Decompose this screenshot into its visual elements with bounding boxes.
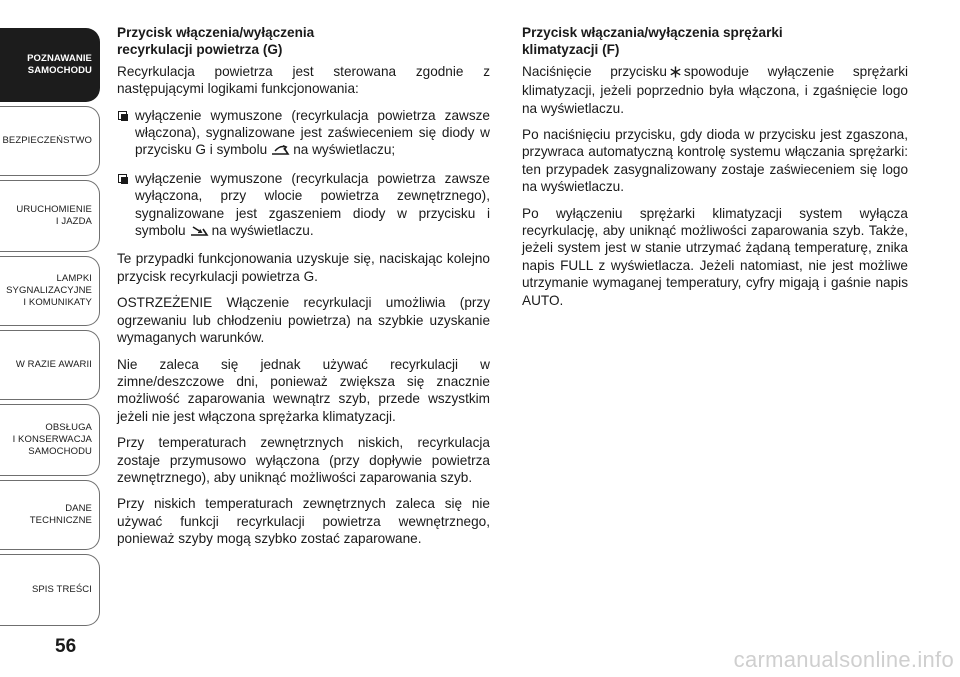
bullet-text-end: na wyświetlaczu; bbox=[293, 142, 396, 158]
paragraph-intro: Recyrkulacja powietrza jest sterowana zgodnie z następującymi logikami funkcjonowania: bbox=[117, 63, 490, 97]
bullet-text: wyłączenie wymuszone (recyrkulacja powietrza zawsze wyłączona, przy wlocie powietrza zewnętrznego), sygnalizowane jest zgaszeniem diody w przycisku i symbolu bbox=[135, 170, 490, 239]
bullet-text: wyłączenie wymuszone (recyrkulacja powietrza zawsze włączona), sygnalizowane jest zaświeceniem się diody w przycisku G i symbolu bbox=[135, 107, 490, 158]
section-heading-compressor: Przycisk włączania/wyłączenia sprężarki klimatyzacji (F) bbox=[522, 25, 783, 58]
paragraph bbox=[522, 63, 908, 117]
recirculation-icon bbox=[270, 143, 290, 160]
watermark: carmanualsonline.info bbox=[733, 647, 954, 672]
paragraph: Po naciśnięciu przycisku, gdy dioda w przycisku jest zgaszona, przywraca automatyczną kontrolę systemu włączania sprężarki: ten przypadek zasygnalizowany zostaje zaświeceniem się logo na wyświetlaczu. bbox=[522, 127, 908, 195]
bullet-text-end: na wyświetlaczu. bbox=[211, 223, 314, 239]
tab-poznawanie-samochodu[interactable]: POZNAWANIE SAMOCHODU bbox=[0, 28, 100, 102]
tab-uruchomienie-i-jazda[interactable]: URUCHOMIENIE I JAZDA bbox=[0, 180, 100, 252]
paragraph-warning: OSTRZEŻENIE Włączenie recyrkulacji umożliwia (przy ogrzewaniu lub chłodzeniu powietrza) na szybkie uzyskanie wymaganych warunków. bbox=[117, 295, 490, 346]
list-item bbox=[117, 107, 490, 161]
outside-air-icon bbox=[189, 224, 209, 241]
paragraph: Przy temperaturach zewnętrznych niskich, recyrkulacja zostaje przymusowo wyłączona (przy dopływie powietrza zewnętrznego), aby uniknąć możliwości zaparowania szyb. bbox=[117, 435, 490, 485]
paragraph: Te przypadki funkcjonowania uzyskuje się, naciskając kolejno przycisk recyrkulacji powietrza G. bbox=[117, 251, 490, 284]
tab-spis-tresci[interactable]: SPIS TREŚCI bbox=[0, 554, 100, 626]
page-number: 56 bbox=[55, 636, 77, 657]
paragraph: Przy niskich temperaturach zewnętrznych zaleca się nie używać funkcji recyrkulacji powietrza wewnętrznego, ponieważ szyby mogą szybko zostać zaparowane. bbox=[117, 496, 490, 547]
checkbox-bullet-icon bbox=[118, 174, 127, 183]
chapter-tabs bbox=[0, 0, 104, 677]
tab-obsluga-i-konserwacja[interactable]: OBSŁUGA I KONSERWACJA SAMOCHODU bbox=[0, 404, 100, 476]
tab-lampki-sygnalizacyjne[interactable]: LAMPKI SYGNALIZACYJNE I KOMUNIKATY bbox=[0, 256, 100, 326]
paragraph-text: Naciśnięcie przycisku bbox=[522, 63, 667, 79]
paragraph: Po wyłączeniu sprężarki klimatyzacji system wyłącza recyrkulację, aby uniknąć możliwości zaparowania szyb. Także, jeżeli system jest w stanie utrzymać żądaną temperaturę, znika napis FULL z wyświetlacza. Jeżeli natomiast, nie jest możliwe utrzymanie wymaganej temperatury, cyfry migają i gaśnie napis AUTO. bbox=[522, 205, 908, 308]
paragraph: Nie zaleca się jednak używać recyrkulacji w zimne/deszczowe dni, ponieważ zwiększa się znacznie możliwość zaparowania wewnątrz szyb, przede wszystkim jeżeli nie jest włączona sprężarka klimatyzacji. bbox=[117, 356, 490, 424]
left-column bbox=[117, 24, 490, 557]
tab-dane-techniczne[interactable]: DANE TECHNICZNE bbox=[0, 480, 100, 550]
right-column bbox=[522, 24, 908, 318]
paragraph-text: spowoduje wyłączenie sprężarki klimatyzacji, jeżeli poprzednio była włączona, i zgaśnięcie logo na wyświetlaczu. bbox=[522, 63, 909, 116]
tab-w-razie-awarii[interactable]: W RAZIE AWARII bbox=[0, 330, 100, 400]
list-item bbox=[117, 170, 490, 242]
checkbox-bullet-icon bbox=[118, 111, 127, 120]
section-heading-recirculation: Przycisk włączenia/wyłączenia recyrkulacji powietrza (G) bbox=[117, 25, 315, 58]
tab-bezpieczenstwo[interactable]: BEZPIECZEŃSTWO bbox=[0, 106, 100, 176]
snowflake-icon bbox=[670, 65, 681, 82]
